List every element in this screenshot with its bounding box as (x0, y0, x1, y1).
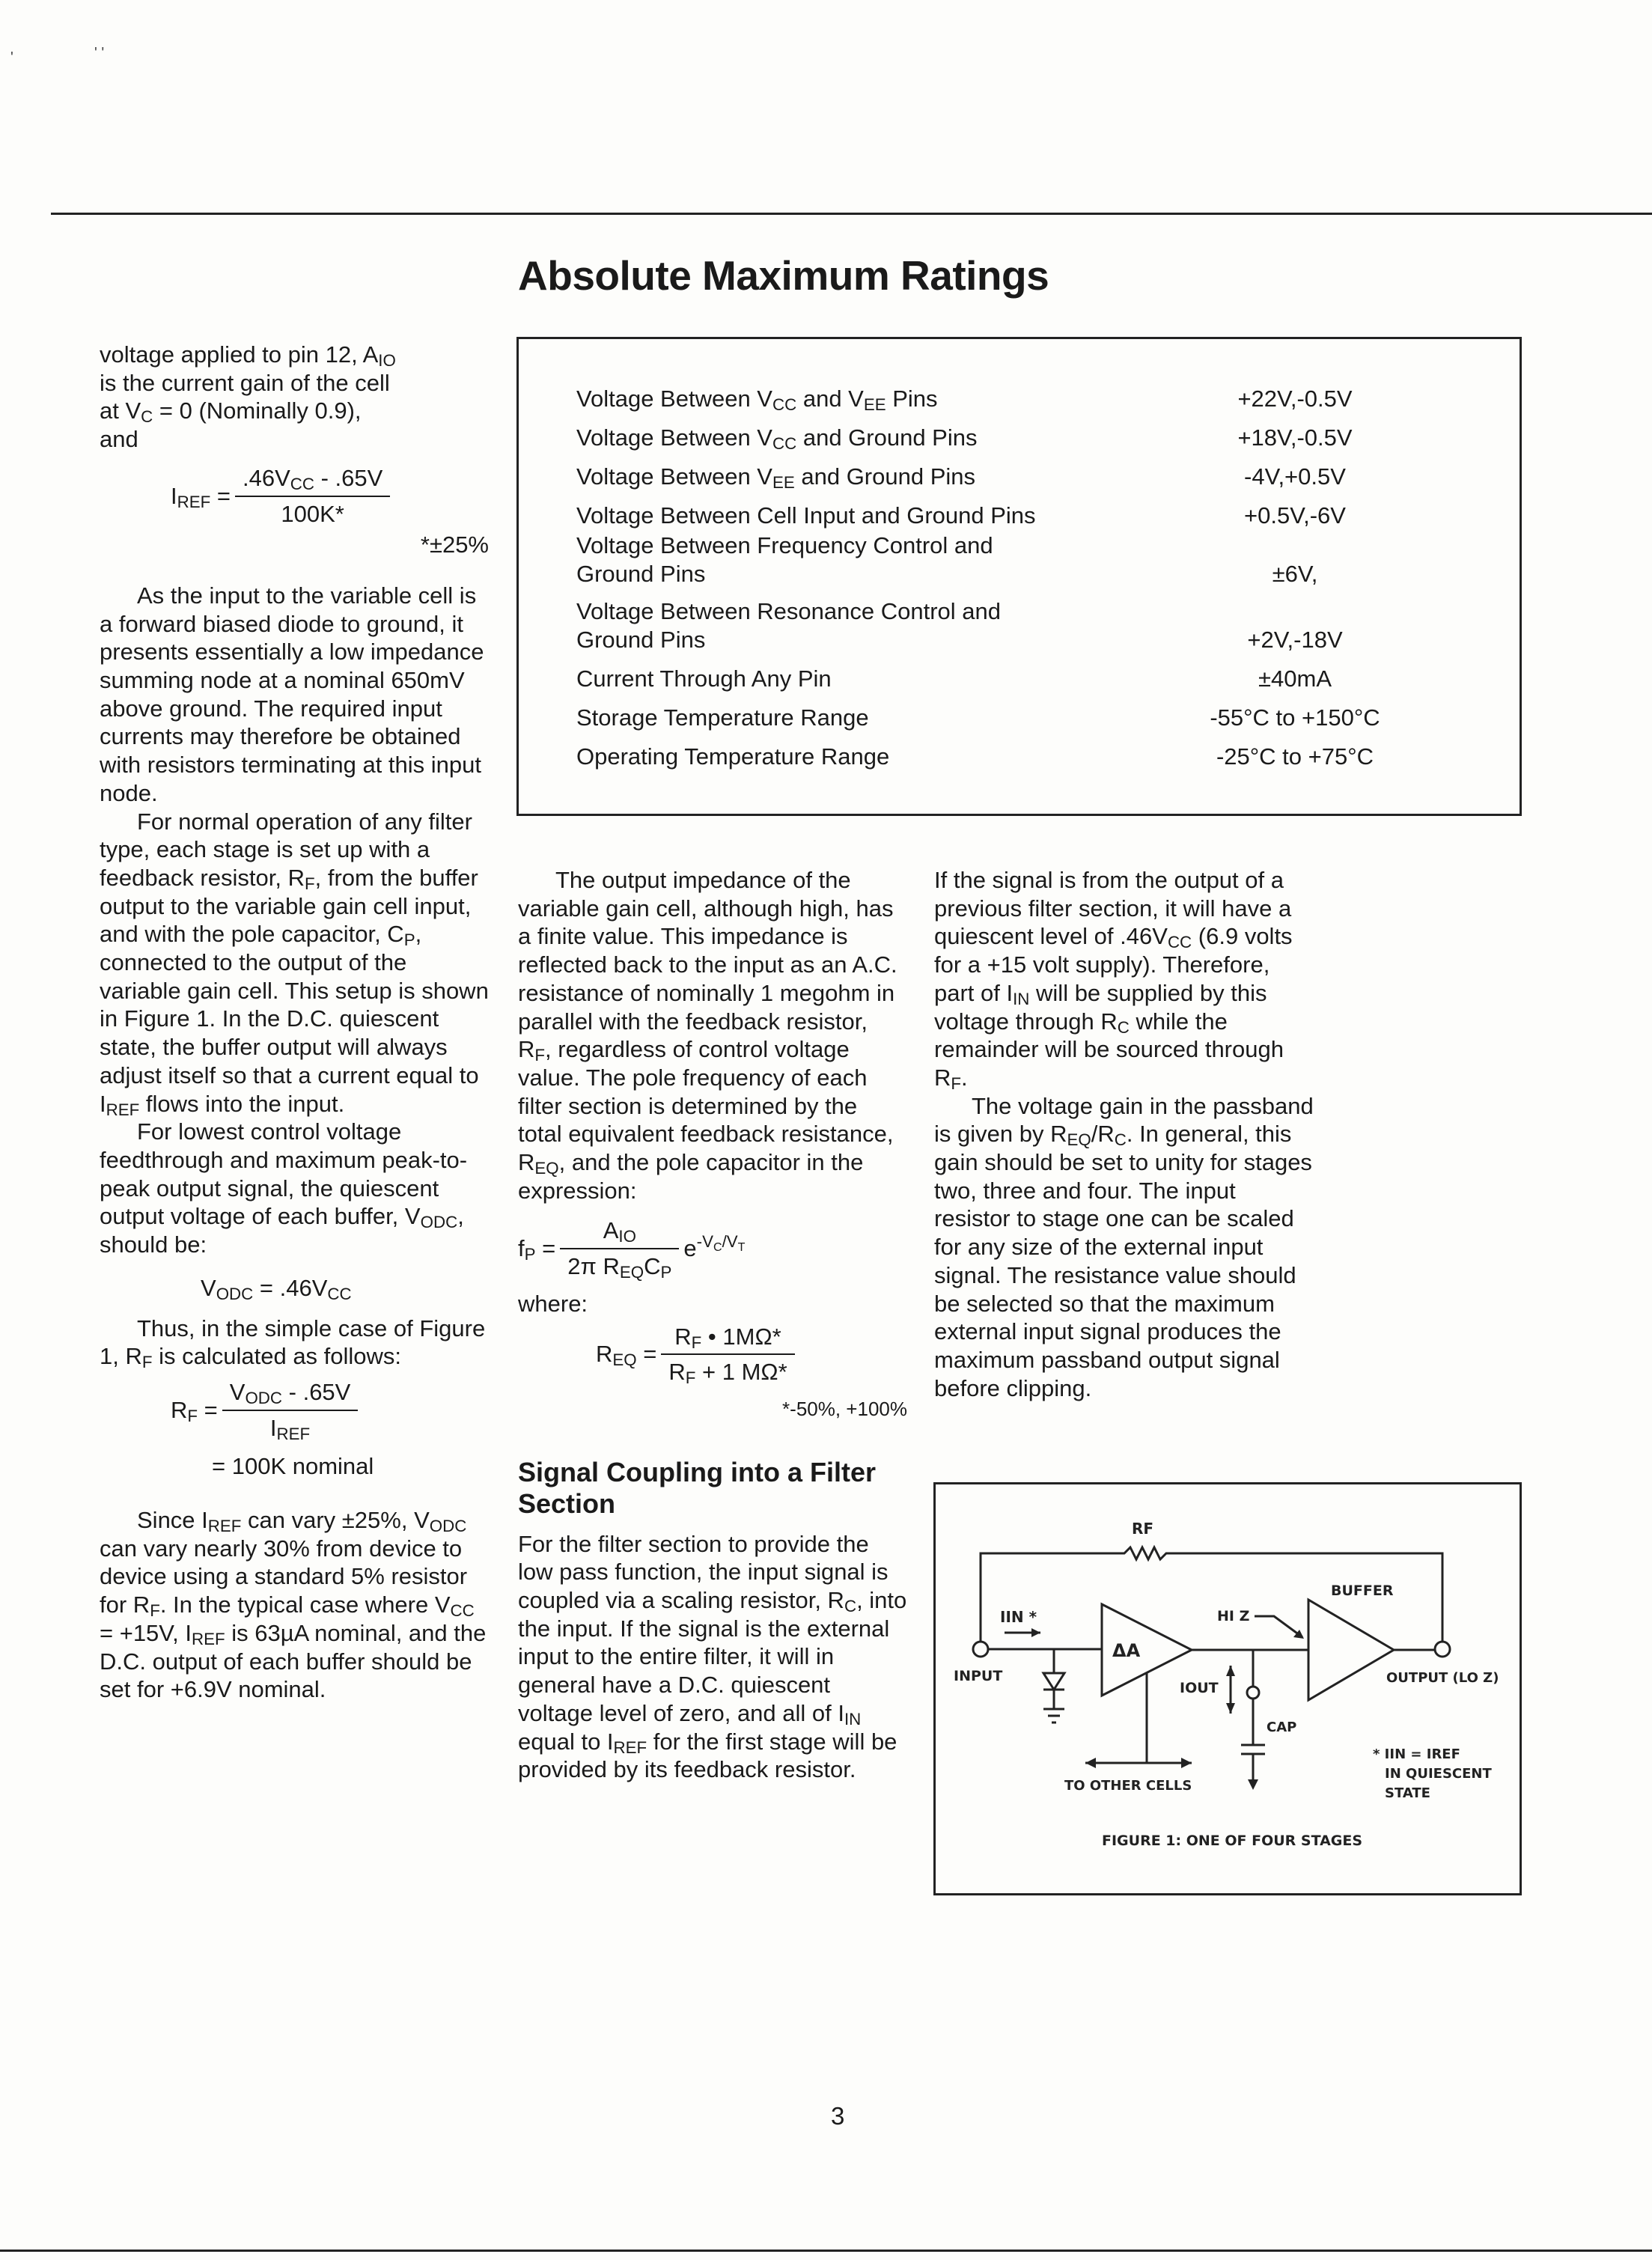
figure-note: STATE (1385, 1785, 1430, 1801)
scan-mark: ' (10, 49, 13, 66)
rating-value: +2V,-18V (1247, 627, 1343, 653)
table-row (576, 732, 1452, 771)
rating-value: +22V,-0.5V (1237, 386, 1353, 412)
rating-value: -55°C to +150°C (1210, 704, 1380, 731)
table-row (576, 374, 1452, 413)
output-label: OUTPUT (LO Z) (1386, 1670, 1499, 1686)
page-number: 3 (831, 2102, 845, 2130)
amp-label: ΔA (1112, 1640, 1141, 1661)
table-row (576, 491, 1452, 530)
section-heading: Signal Coupling into a Filter Section (518, 1456, 876, 1519)
paragraph: For normal operation of any filter type, each stage is set up with a feedback resistor, $R_F$, from the buffer output to the variable gain cell input, and with the pole capacitor, $C_P$, connected to the output of the variable gain cell. This setup is shown in Figure 1. In the D.C. quiescent state, the buffer output will always adjust itself so that a current equal to $I_{REF}$ flows into the input. (100, 808, 489, 1119)
scan-mark: ' ' (94, 45, 105, 61)
input-label: INPUT (954, 1668, 1003, 1684)
rating-value: ±40mA (1258, 665, 1332, 692)
fp-formula: $f_P$ = $\frac{A_{IO}}{2\pi R_{EQ}C_P}$ $e^{-V_C/V_T}$ (518, 1217, 746, 1282)
table-row (576, 588, 1452, 654)
rf-result: = 100K nominal (212, 1453, 374, 1480)
table-row (576, 413, 1452, 452)
rating-value: +0.5V,-6V (1244, 502, 1346, 529)
rating-label: Voltage Between Cell Input and Ground Pins (576, 502, 1036, 529)
table-row (576, 654, 1452, 693)
rating-value: -25°C to +75°C (1216, 743, 1374, 770)
left-column (100, 341, 489, 1704)
paragraph: Since $I_{REF}$ can vary ±25%, $V_{ODC}$ can vary nearly 30% from device to device using a standard 5% resistor for $R_F$. In the typical case where $V_{CC} = +15V$, $I_{REF}$ is 63µA nominal, and the D.C. output of each buffer should be set for +6.9V nominal. (100, 1507, 487, 1703)
rating-label: Voltage Between $V_{CC}$ and $V_{EE}$ Pins (576, 386, 938, 414)
paragraph: For the filter section to provide the low pass function, the input signal is coupled via a scaling resistor, $R_C$, into the input. If the signal is the external input to the entire filter, it will in general have a D.C. quiescent voltage level of zero, and all of $I_{IN}$ equal to $I_{REF}$ for the first stage will be provided by its feedback resistor. (518, 1530, 907, 1783)
middle-column (518, 866, 907, 1784)
rating-label: Storage Temperature Range (576, 704, 869, 731)
vodc-formula: $V_{ODC} = .46V_{CC}$ (201, 1274, 352, 1303)
figure-caption: FIGURE 1: ONE OF FOUR STAGES (1102, 1833, 1363, 1849)
cap-label: CAP (1267, 1720, 1297, 1735)
rating-label: Voltage Between $V_{CC}$ and Ground Pins (576, 424, 978, 453)
rating-value: ±6V, (1272, 561, 1318, 587)
table-row (576, 452, 1452, 491)
rf-label: RF (1132, 1520, 1154, 1538)
other-cells-label: TO OTHER CELLS (1064, 1778, 1192, 1794)
paragraph: For lowest control voltage feedthrough and maximum peak-to-peak output signal, the quiescent output voltage of each buffer, $V_{ODC}$, should be: (100, 1118, 468, 1258)
paragraph: The voltage gain in the passband is given by $R_{EQ}/R_C$. In general, this gain should be set to unity for stages two, three and four. The input resistor to stage one can be scaled for any size of the external input signal. The resistance value should be selected so that the maximum external input signal produces the maximum passband output signal before clipping. (934, 1092, 1314, 1401)
circuit-diagram (936, 1484, 1520, 1893)
rating-label: Voltage Between Frequency Control and Ground Pins (576, 532, 993, 587)
rating-label: Operating Temperature Range (576, 743, 890, 770)
footer-rule (0, 2250, 1652, 2252)
rating-value: +18V,-0.5V (1237, 424, 1353, 451)
paragraph: As the input to the variable cell is a forward biased diode to ground, it presents essentially a low impedance summing node at a nominal 650mV above ground. The required input currents may therefore be obtained with resistors terminating at this input node. (100, 582, 484, 806)
iref-formula: $I_{REF}$ = $\frac{.46V_{CC} - .65V}{100K*}$ (171, 464, 489, 528)
table-row (576, 693, 1452, 732)
paragraph: Thus, in the simple case of Figure 1, $R_F$ is calculated as follows: (100, 1315, 486, 1372)
req-formula: $R_{EQ}$ = $\frac{R_F • 1M\Omega*}{R_F + 1 M\Omega*}$ (596, 1323, 907, 1386)
paragraph: voltage applied to pin 12, $A_{IO}$ is the current gain of the cell at $V_C = 0$ (Nominally 0.9), and (100, 341, 396, 453)
rating-label: Voltage Between $V_{EE}$ and Ground Pins (576, 463, 976, 492)
paragraph: The output impedance of the variable gain cell, although high, has a finite value. This impedance is reflected back to the input as an A.C. resistance of nominally 1 megohm in parallel with the feedback resistor, $R_F$, regardless of control voltage value. The pole frequency of each filter section is determined by the total equivalent feedback resistance, $R_{EQ}$, and the pole capacitor in the expression: (518, 867, 897, 1204)
figure-note: IN QUIESCENT (1385, 1766, 1492, 1782)
hiz-label: HI Z (1217, 1608, 1250, 1624)
page-title: Absolute Maximum Ratings (518, 252, 1049, 299)
rating-label: Voltage Between Resonance Control and Ground Pins (576, 598, 1002, 653)
rf-formula: $R_F$ = $\frac{V_{ODC} - .65V}{I_{REF}}$ (171, 1378, 489, 1442)
header-rule (51, 213, 1652, 215)
buffer-label: BUFFER (1331, 1583, 1394, 1599)
table-row (576, 530, 1452, 588)
figure-note: * IIN = IREF (1373, 1746, 1460, 1762)
iout-label: IOUT (1180, 1680, 1219, 1696)
rating-label: Current Through Any Pin (576, 665, 832, 692)
footnote: *±25% (420, 532, 489, 558)
iin-label: IIN * (1000, 1608, 1037, 1626)
ratings-table (576, 374, 1452, 771)
where-label: where: (518, 1290, 588, 1317)
paragraph: If the signal is from the output of a previous filter section, it will have a quiescent level of $.46V_{CC}$ (6.9 volts for a +15 volt supply). Therefore, part of $I_{IN}$ will be supplied by this voltage through $R_C$ while the remainder will be sourced through $R_F$. (934, 867, 1293, 1093)
right-column (934, 866, 1316, 1402)
rating-value: -4V,+0.5V (1244, 463, 1346, 490)
footnote: *-50%, +100% (782, 1397, 907, 1420)
